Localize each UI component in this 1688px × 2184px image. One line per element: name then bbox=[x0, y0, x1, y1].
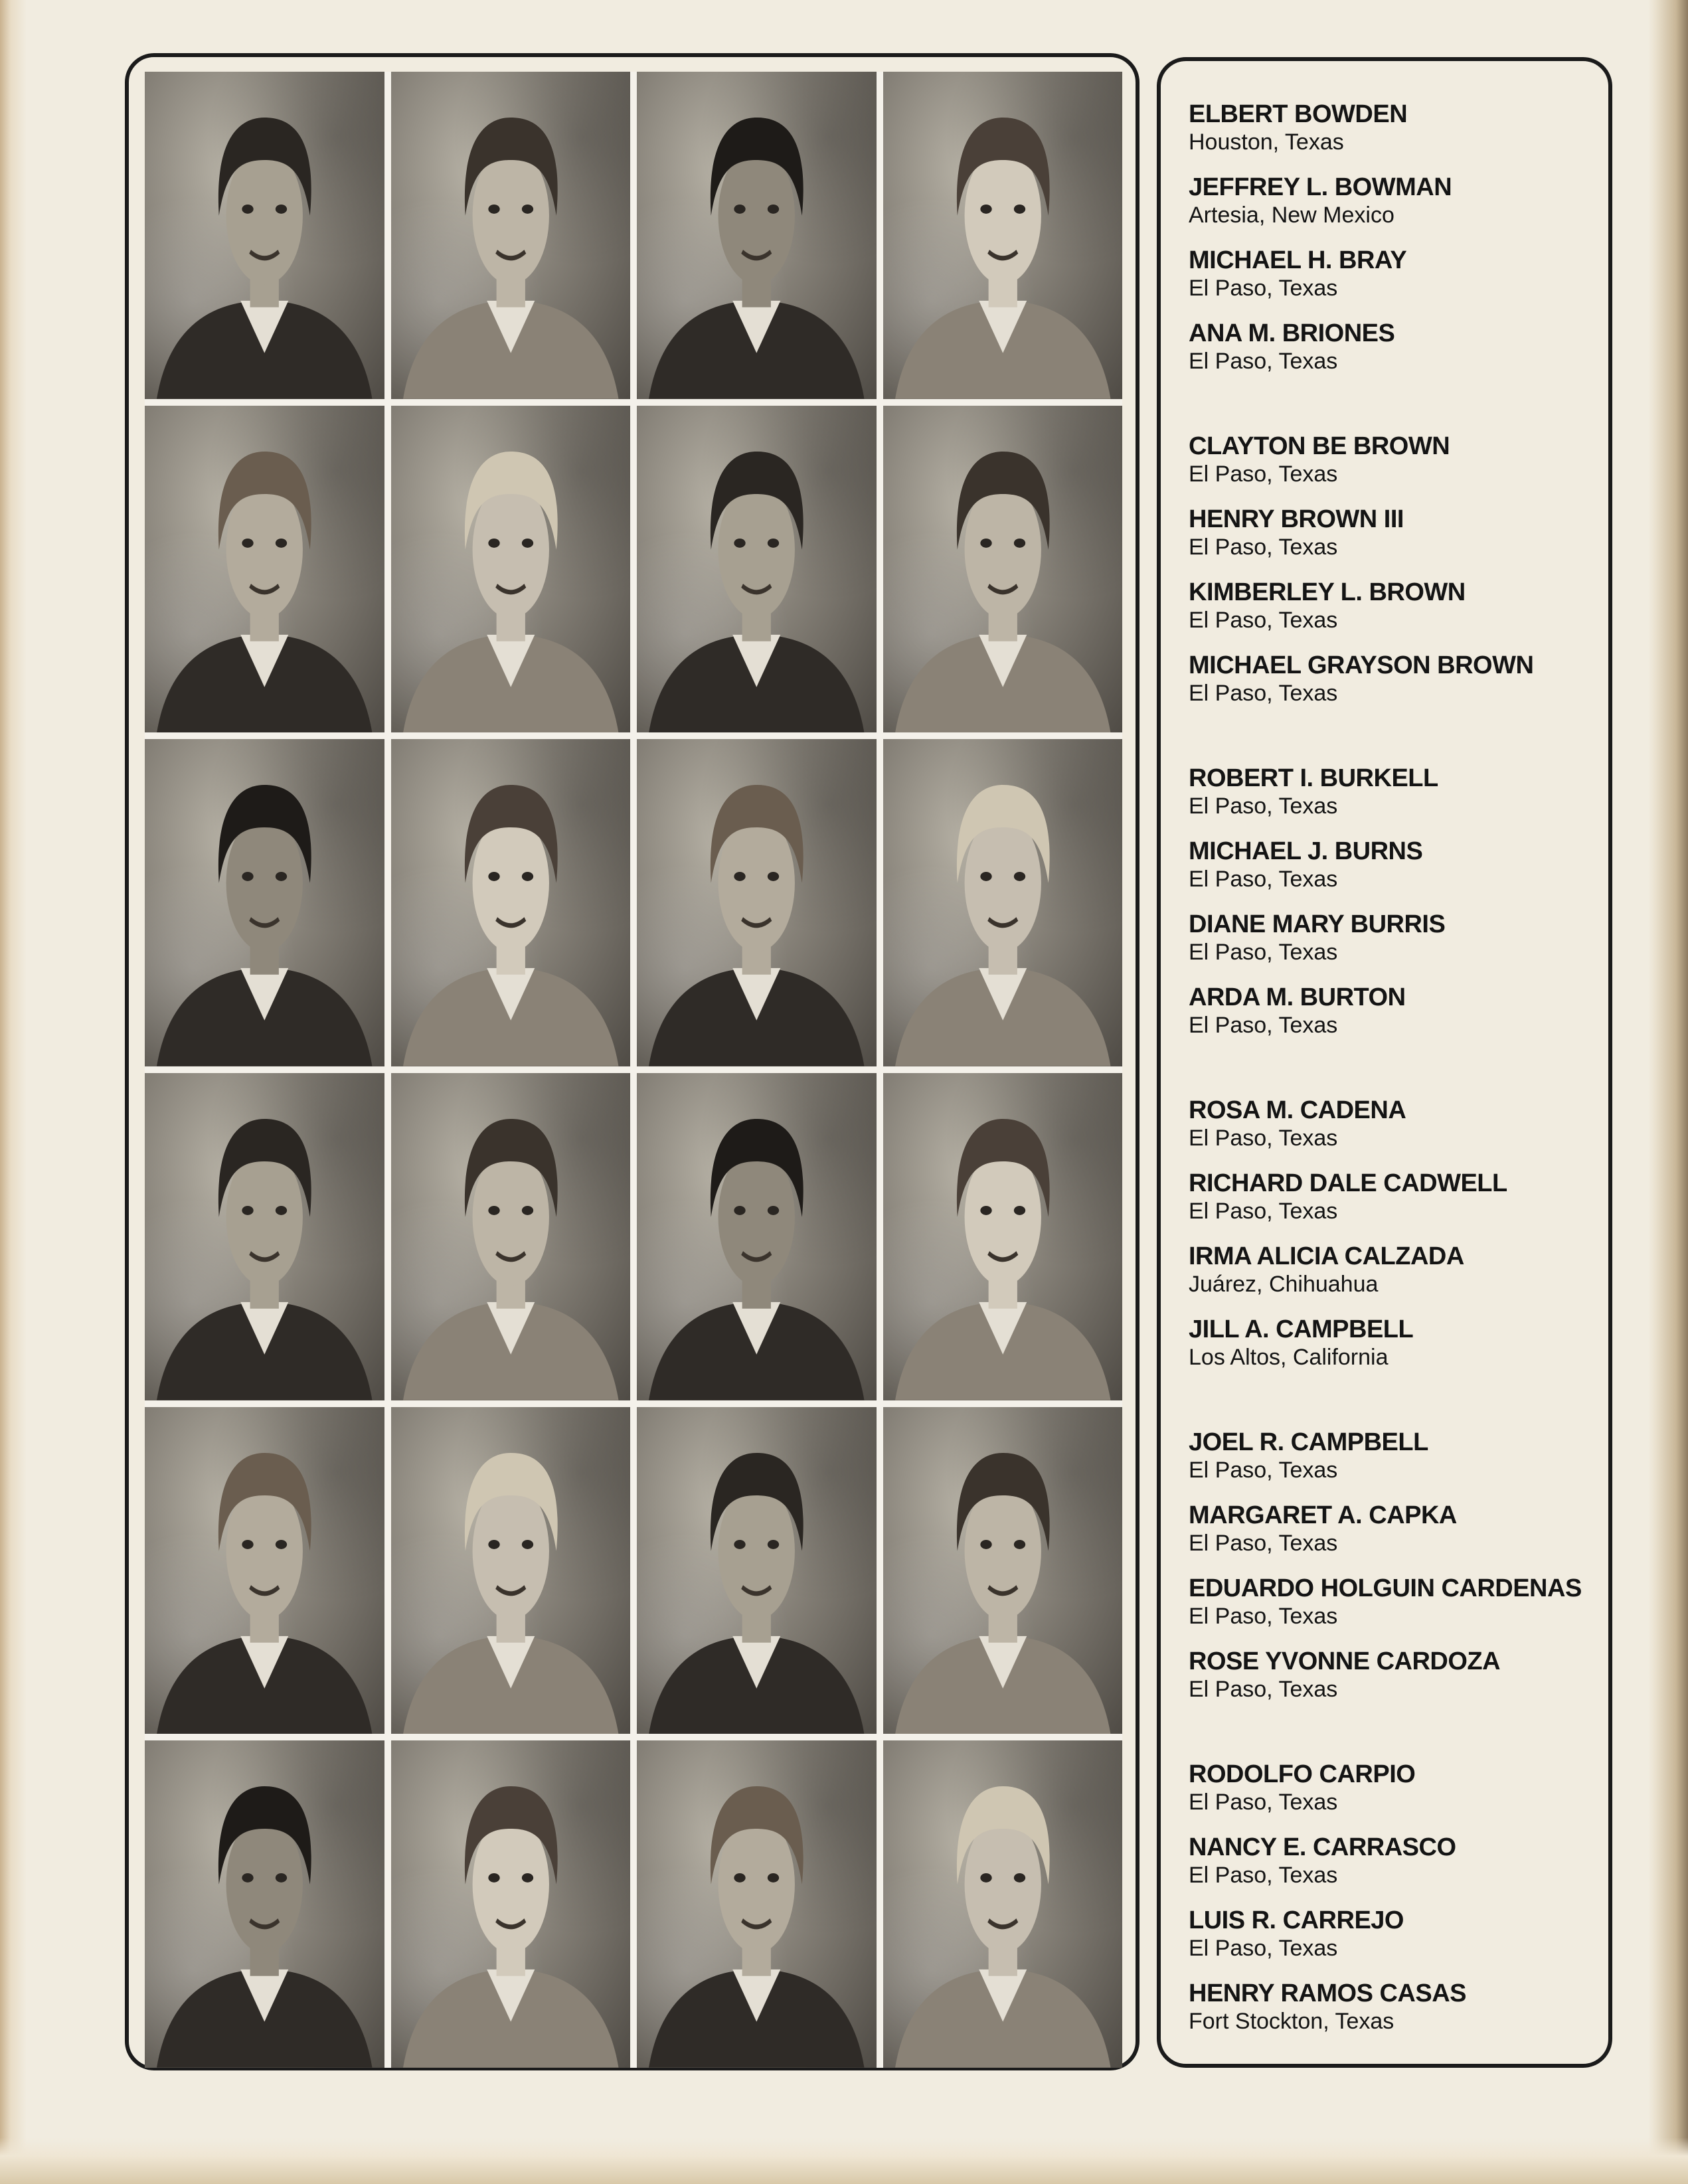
person-hometown: El Paso, Texas bbox=[1189, 535, 1338, 560]
name-entry bbox=[1189, 1315, 1600, 1388]
portrait-photo bbox=[145, 1073, 384, 1400]
person-name: MICHAEL GRAYSON BROWN bbox=[1189, 651, 1534, 679]
person-hometown: Los Altos, California bbox=[1189, 1345, 1389, 1370]
person-name: JOEL R. CAMPBELL bbox=[1189, 1428, 1428, 1456]
person-name: MICHAEL H. BRAY bbox=[1189, 246, 1407, 274]
portrait-photo bbox=[883, 1740, 1123, 2068]
person-hometown: El Paso, Texas bbox=[1189, 1199, 1338, 1224]
portrait-photo bbox=[637, 1740, 877, 2068]
person-hometown: El Paso, Texas bbox=[1189, 1531, 1338, 1556]
person-hometown: El Paso, Texas bbox=[1189, 940, 1338, 965]
photo-grid bbox=[145, 72, 1122, 2068]
portrait-photo bbox=[391, 1407, 631, 1734]
name-entry bbox=[1189, 1096, 1600, 1169]
portrait-photo bbox=[637, 1407, 877, 1734]
person-name: NANCY E. CARRASCO bbox=[1189, 1833, 1456, 1861]
person-hometown: Houston, Texas bbox=[1189, 129, 1344, 155]
person-hometown: El Paso, Texas bbox=[1189, 462, 1338, 487]
portrait-photo bbox=[145, 1407, 384, 1734]
person-name: RODOLFO CARPIO bbox=[1189, 1760, 1416, 1788]
portrait-photo bbox=[391, 406, 631, 733]
person-name: ANA M. BRIONES bbox=[1189, 319, 1395, 347]
person-hometown: El Paso, Texas bbox=[1189, 1863, 1338, 1888]
person-name: JILL A. CAMPBELL bbox=[1189, 1315, 1414, 1343]
person-name: MARGARET A. CAPKA bbox=[1189, 1501, 1457, 1529]
names-list bbox=[1189, 100, 1600, 2052]
person-hometown: El Paso, Texas bbox=[1189, 1013, 1338, 1038]
row-group-gap bbox=[1189, 1720, 1600, 1760]
person-name: CLAYTON BE BROWN bbox=[1189, 432, 1450, 460]
name-entry bbox=[1189, 1242, 1600, 1315]
name-entry bbox=[1189, 764, 1600, 837]
name-entry bbox=[1189, 1906, 1600, 1979]
name-entry bbox=[1189, 1979, 1600, 2052]
portrait-photo bbox=[145, 1740, 384, 2068]
portrait-photo bbox=[391, 739, 631, 1066]
person-hometown: El Paso, Texas bbox=[1189, 1936, 1338, 1961]
person-name: HENRY BROWN III bbox=[1189, 505, 1404, 533]
page-bottom-edge bbox=[0, 2138, 1688, 2184]
person-hometown: El Paso, Texas bbox=[1189, 1458, 1338, 1483]
person-hometown: El Paso, Texas bbox=[1189, 1790, 1338, 1815]
portrait-photo bbox=[883, 72, 1123, 399]
name-entry bbox=[1189, 578, 1600, 651]
person-name: ARDA M. BURTON bbox=[1189, 983, 1406, 1011]
name-entry bbox=[1189, 173, 1600, 246]
name-entry bbox=[1189, 319, 1600, 392]
person-hometown: Fort Stockton, Texas bbox=[1189, 2009, 1394, 2034]
portrait-photo bbox=[637, 406, 877, 733]
person-hometown: Juárez, Chihuahua bbox=[1189, 1272, 1379, 1297]
person-name: ROBERT I. BURKELL bbox=[1189, 764, 1438, 792]
name-entry bbox=[1189, 1574, 1600, 1647]
person-hometown: El Paso, Texas bbox=[1189, 1126, 1338, 1151]
name-entry bbox=[1189, 1833, 1600, 1906]
name-entry bbox=[1189, 910, 1600, 983]
name-entry bbox=[1189, 432, 1600, 505]
name-entry bbox=[1189, 100, 1600, 173]
person-name: EDUARDO HOLGUIN CARDENAS bbox=[1189, 1574, 1582, 1602]
person-name: ROSE YVONNE CARDOZA bbox=[1189, 1647, 1501, 1675]
person-name: MICHAEL J. BURNS bbox=[1189, 837, 1423, 865]
person-hometown: El Paso, Texas bbox=[1189, 608, 1338, 633]
row-group-gap bbox=[1189, 724, 1600, 764]
name-entry bbox=[1189, 505, 1600, 578]
name-entry bbox=[1189, 1169, 1600, 1242]
person-name: IRMA ALICIA CALZADA bbox=[1189, 1242, 1464, 1270]
person-hometown: El Paso, Texas bbox=[1189, 867, 1338, 892]
row-group-gap bbox=[1189, 1056, 1600, 1096]
portrait-photo bbox=[637, 1073, 877, 1400]
portrait-photo bbox=[883, 406, 1123, 733]
person-name: ELBERT BOWDEN bbox=[1189, 100, 1408, 128]
portrait-photo bbox=[637, 72, 877, 399]
row-group-gap bbox=[1189, 1388, 1600, 1428]
page-left-edge bbox=[0, 0, 27, 2184]
person-hometown: El Paso, Texas bbox=[1189, 1677, 1338, 1702]
portrait-photo bbox=[391, 1073, 631, 1400]
person-hometown: El Paso, Texas bbox=[1189, 794, 1338, 819]
name-entry bbox=[1189, 983, 1600, 1056]
person-name: JEFFREY L. BOWMAN bbox=[1189, 173, 1452, 201]
person-hometown: El Paso, Texas bbox=[1189, 349, 1338, 374]
portrait-photo bbox=[145, 406, 384, 733]
name-entry bbox=[1189, 1428, 1600, 1501]
name-entry bbox=[1189, 651, 1600, 724]
person-hometown: El Paso, Texas bbox=[1189, 681, 1338, 706]
person-name: HENRY RAMOS CASAS bbox=[1189, 1979, 1466, 2007]
portrait-photo bbox=[883, 1407, 1123, 1734]
name-entry bbox=[1189, 1647, 1600, 1720]
person-name: LUIS R. CARREJO bbox=[1189, 1906, 1404, 1934]
name-entry bbox=[1189, 1760, 1600, 1833]
portrait-photo bbox=[391, 1740, 631, 2068]
name-entry bbox=[1189, 1501, 1600, 1574]
portrait-photo bbox=[883, 739, 1123, 1066]
portrait-photo bbox=[391, 72, 631, 399]
name-entry bbox=[1189, 837, 1600, 910]
person-name: ROSA M. CADENA bbox=[1189, 1096, 1406, 1124]
person-name: RICHARD DALE CADWELL bbox=[1189, 1169, 1507, 1197]
person-hometown: El Paso, Texas bbox=[1189, 276, 1338, 301]
person-hometown: El Paso, Texas bbox=[1189, 1604, 1338, 1629]
page-right-edge bbox=[1648, 0, 1688, 2184]
person-name: DIANE MARY BURRIS bbox=[1189, 910, 1446, 938]
portrait-photo bbox=[883, 1073, 1123, 1400]
person-hometown: Artesia, New Mexico bbox=[1189, 203, 1394, 228]
name-entry bbox=[1189, 246, 1600, 319]
portrait-photo bbox=[145, 739, 384, 1066]
person-name: KIMBERLEY L. BROWN bbox=[1189, 578, 1466, 606]
row-group-gap bbox=[1189, 392, 1600, 432]
portrait-photo bbox=[145, 72, 384, 399]
portrait-photo bbox=[637, 739, 877, 1066]
